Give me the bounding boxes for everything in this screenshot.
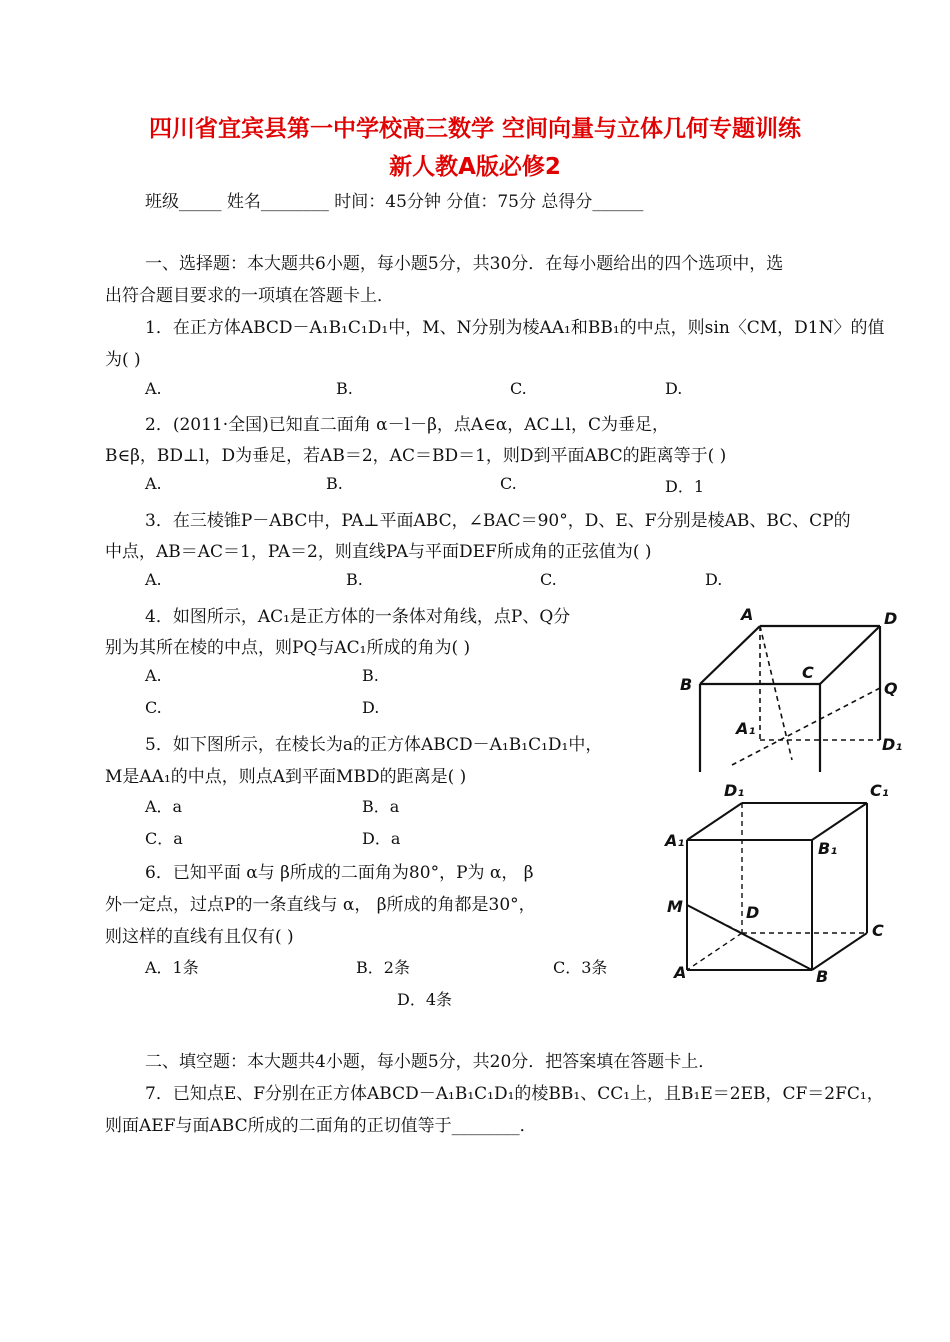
label-D: D [884,609,898,628]
q5-option-a: A．a [145,797,183,816]
q1-option-b: B. [336,379,353,398]
q7-stem: 7．已知点E、F分别在正方体ABCD－A₁B₁C₁D₁的棱BB₁、CC₁上，且B₁E＝2EB，CF＝2FC₁， [145,1084,884,1104]
q5-option-b: B．a [362,797,400,816]
label-B: B [816,967,829,986]
q2-stem: 2．(2011·全国)已知直二面角 α－l－β，点A∈α，AC⊥l，C为垂足， [145,415,669,435]
q1-option-a: A. [145,379,162,398]
q5-option-d: D．a [362,829,401,848]
q6-option-a: A．1条 [145,958,199,977]
q3-option-d: D. [705,570,723,589]
student-info-row: 班级_____ 姓名________ 时间：45分钟 分值：75分 总得分______ [145,192,644,212]
label-D1: D₁ [882,735,903,754]
label-Q: Q [884,679,898,698]
section1-heading-cont: 出符合题目要求的一项填在答题卡上． [105,286,394,306]
q2-option-b: B. [326,474,343,493]
q6-stem: 6．已知平面 α与 β所成的二面角为80°，P为 α， β [145,863,534,883]
section2-heading: 二、填空题：本大题共4小题，每小题5分，共20分．把答案填在答题卡上． [145,1052,716,1072]
q6-stem-cont: 外一定点，过点P的一条直线与 α， β所成的角都是30°， [105,895,536,915]
label-M: M [667,897,683,916]
q4-stem-cont: 别为其所在棱的中点，则PQ与AC₁所成的角为( ) [105,638,471,658]
figure-cube-q5 [662,778,902,988]
q1-option-c: C. [510,379,527,398]
q3-stem-cont: 中点，AB＝AC＝1，PA＝2，则直线PA与平面DEF所成角的正弦值为( ) [105,542,652,562]
label-C1: C₁ [870,781,889,800]
q3-stem: 3．在三棱锥P－ABC中，PA⊥平面ABC，∠BAC＝90°，D、E、F分别是棱AB、BC、CP的 [145,511,851,531]
q5-option-c: C．a [145,829,183,848]
label-D1: D₁ [724,781,745,800]
q4-option-d: D. [362,698,380,717]
label-C: C [802,663,814,682]
q2-stem-cont: B∈β，BD⊥l，D为垂足，若AB＝2，AC＝BD＝1，则D到平面ABC的距离等于( ) [105,446,727,466]
label-A: A [674,963,687,982]
q2-option-a: A. [145,474,162,493]
q1-stem-cont: 为( ) [105,350,141,370]
cube-diagram-2 [662,778,902,988]
label-D: D [746,903,760,922]
q2-option-d: D．1 [665,477,705,496]
label-A: A [741,605,754,624]
q1-option-d: D. [665,379,683,398]
q4-option-c: C. [145,698,162,717]
q7-stem-cont: 则面AEF与面ABC所成的二面角的正切值等于________． [105,1116,537,1136]
q4-stem: 4．如图所示，AC₁是正方体的一条体对角线，点P、Q分 [145,607,571,627]
title-line-1: 四川省宜宾县第一中学校高三数学 空间向量与立体几何专题训练 [148,116,801,142]
q3-option-a: A. [145,570,162,589]
title-line-2: 新人教A版必修2 [389,154,561,180]
q3-option-c: C. [540,570,557,589]
q6-option-d: D．4条 [397,990,453,1009]
label-A1: A₁ [665,831,685,850]
figure-cube-q4 [672,600,912,772]
q6-option-b: B．2条 [356,958,410,977]
section1-heading: 一、选择题：本大题共6小题，每小题5分，共30分．在每小题给出的四个选项中，选 [145,254,784,274]
label-A1: A₁ [736,719,756,738]
q4-option-b: B. [362,666,379,685]
q6-option-c: C．3条 [553,958,608,977]
cube-diagram-1 [672,600,912,772]
q3-option-b: B. [346,570,363,589]
q5-stem: 5．如下图所示，在棱长为a的正方体ABCD－A₁B₁C₁D₁中， [145,735,603,755]
q6-stem-cont2: 则这样的直线有且仅有( ) [105,927,294,947]
q4-option-a: A. [145,666,162,685]
q1-stem: 1．在正方体ABCD－A₁B₁C₁D₁中，M、N分别为棱AA₁和BB₁的中点，则sin〈CM，D1N〉的值 [145,318,885,338]
label-B1: B₁ [818,839,838,858]
label-B: B [680,675,693,694]
q2-option-c: C. [500,474,517,493]
q5-stem-cont: M是AA₁的中点，则点A到平面MBD的距离是( ) [105,767,467,787]
label-C: C [872,921,884,940]
